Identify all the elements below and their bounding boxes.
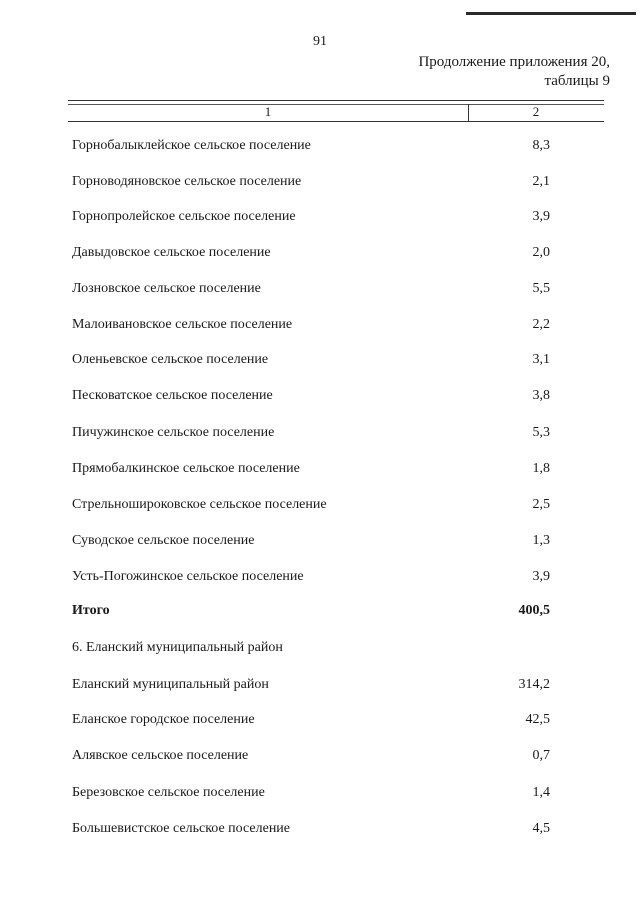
table-row [0,603,640,623]
row-value: 2,0 [532,245,550,260]
row-value: 0,7 [532,748,550,763]
page-number: 91 [313,34,327,49]
table-row [0,281,640,301]
table-row [0,821,640,841]
table-row [0,352,640,372]
row-name: Усть-Погожинское сельское поселение [72,569,304,584]
table-row [0,748,640,768]
row-name: Горноводяновское сельское поселение [72,174,302,189]
row-name: Горнопролейское сельское поселение [72,209,296,224]
row-name: Давыдовское сельское поселение [72,245,271,260]
table-row [0,317,640,337]
table-row [0,640,640,660]
table-row [0,677,640,697]
top-edge-rule [466,12,636,15]
row-value: 1,8 [532,461,550,476]
row-name: Стрельноширoковское сельское поселение [72,497,327,512]
row-name: Песковатское сельское поселение [72,388,273,403]
row-name: Оленьевское сельское поселение [72,352,269,367]
row-value: 3,9 [532,209,550,224]
table-header [68,100,604,122]
column-number-2: 2 [532,104,540,119]
row-name: Итого [72,603,110,618]
row-value: 3,8 [532,388,550,403]
header-rule-bottom [68,121,604,122]
table-row [0,497,640,517]
row-value: 314,2 [518,677,550,692]
row-name: 6. Еланский муниципальный район [72,640,283,655]
row-value: 8,3 [532,138,550,153]
table-row [0,138,640,158]
row-name: Березовское сельское поселение [72,785,265,800]
row-value: 5,3 [532,425,550,440]
row-name: Суводское сельское поселение [72,533,255,548]
table-row [0,569,640,589]
row-value: 4,5 [532,821,550,836]
row-value: 3,9 [532,569,550,584]
table-row [0,533,640,553]
header-rule-top [68,100,604,101]
row-name: Большевистское сельское поселение [72,821,291,836]
row-value: 1,4 [532,785,550,800]
row-name: Еланское городское поселение [72,712,255,727]
table-row [0,174,640,194]
table-row [0,712,640,732]
table-row [0,425,640,445]
row-name: Малоивановское сельское поселение [72,317,293,332]
row-value: 1,3 [532,533,550,548]
row-value: 5,5 [532,281,550,296]
table-row [0,785,640,805]
continuation-line-2: таблицы 9 [544,73,610,89]
row-value: 42,5 [525,712,550,727]
table-row [0,209,640,229]
table-row [0,461,640,481]
row-name: Лозновское сельское поселение [72,281,261,296]
row-name: Еланский муниципальный район [72,677,269,692]
row-value: 400,5 [518,603,550,618]
table-row [0,388,640,408]
row-name: Прямобалкинское сельское поселение [72,461,300,476]
row-value: 2,5 [532,497,550,512]
row-value: 2,1 [532,174,550,189]
table-row [0,245,640,265]
row-name: Алявское сельское поселение [72,748,249,763]
row-name: Горнобалыклейское сельское поселение [72,138,311,153]
column-number-1: 1 [264,104,272,119]
continuation-line-1: Продолжение приложения 20, [418,54,610,70]
row-value: 2,2 [532,317,550,332]
row-name: Пичужинское сельское поселение [72,425,275,440]
row-value: 3,1 [532,352,550,367]
continuation-caption [310,53,610,91]
